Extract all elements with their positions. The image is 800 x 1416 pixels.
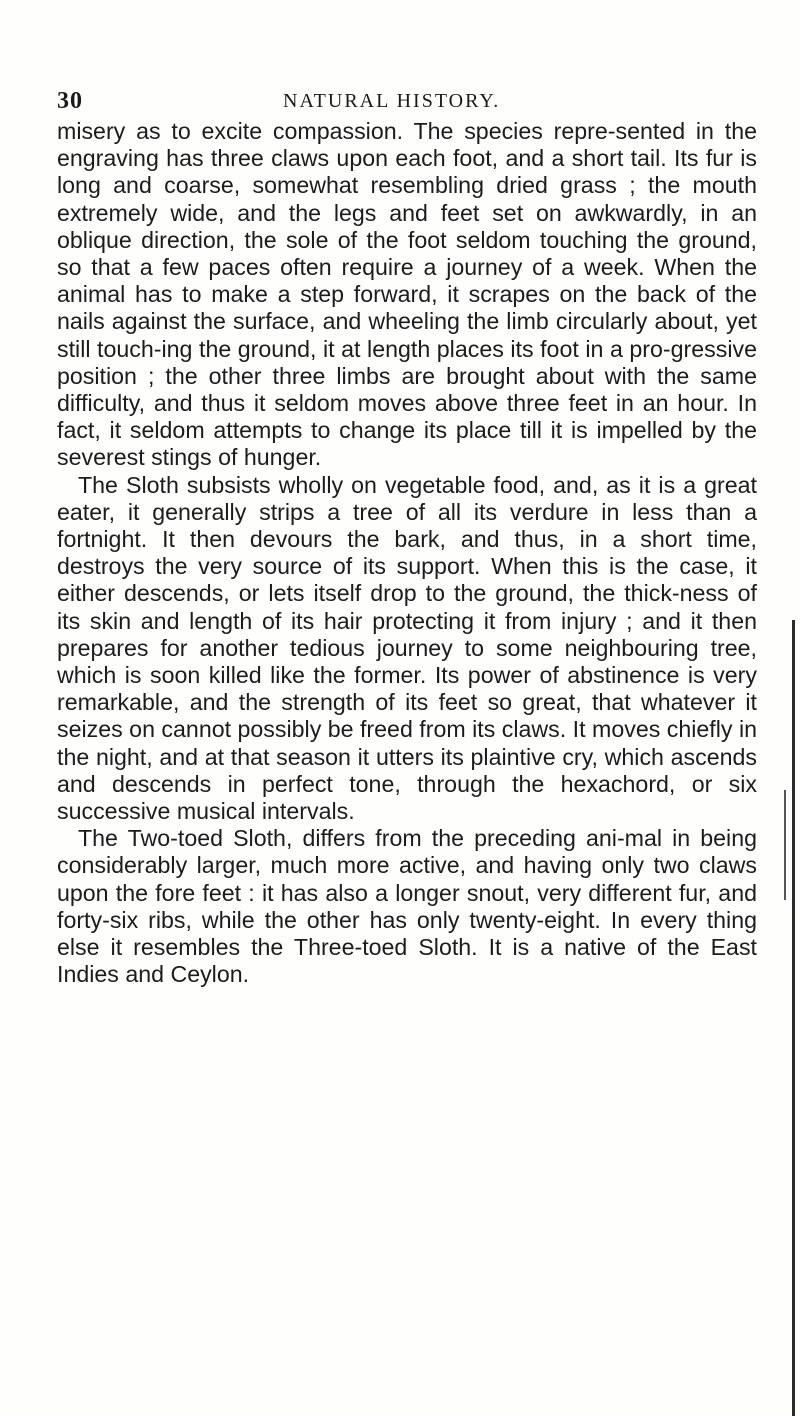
- running-head: [57, 88, 757, 118]
- page-edge-mark: [784, 790, 786, 900]
- paragraph-two-toed-sloth: The Two-toed Sloth, differs from the preceding ani-mal in being considerably larger, much more active, and having only two claws upon the fore feet : it has also a longer snout, very different fur, and forty-six ribs, while the other has only twenty-eight. In every thing else it resembles the Three-toed Sloth. It is a native of the East Indies and Ceylon.: [57, 825, 757, 988]
- page-number: 30: [57, 88, 83, 114]
- running-title: NATURAL HISTORY.: [283, 90, 501, 112]
- page-edge-shadow: [792, 620, 795, 1416]
- paragraph-continuation: misery as to excite compassion. The species repre-sented in the engraving has three claws upon each foot, and a short tail. Its fur is long and coarse, somewhat resembling dried grass ; the mouth extremely wide, and the legs and feet set on awkwardly, in an oblique direction, the sole of the foot seldom touching the ground, so that a few paces often require a journey of a week. When the animal has to make a step forward, it scrapes on the back of the nails against the surface, and wheeling the limb circularly about, yet still touch-ing the ground, it at length places its foot in a pro-gressive position ; the other three limbs are brought about with the same difficulty, and thus it seldom moves above three feet in an hour. In fact, it seldom attempts to change its place till it is impelled by the severest stings of hunger.: [57, 118, 757, 471]
- paragraph-sloth-diet: The Sloth subsists wholly on vegetable food, and, as it is a great eater, it generally strips a tree of all its verdure in less than a fortnight. It then devours the bark, and thus, in a short time, destroys the very source of its support. When this is the case, it either descends, or lets itself drop to the ground, the thick-ness of its skin and length of its hair protecting it from injury ; and it then prepares for another tedious journey to some neighbouring tree, which is soon killed like the former. Its power of abstinence is very remarkable, and the strength of its feet so great, that whatever it seizes on cannot possibly be freed from its claws. It moves chiefly in the night, and at that season it utters its plaintive cry, which ascends and descends in perfect tone, through the hexachord, or six successive musical intervals.: [57, 471, 757, 825]
- body-text: [57, 118, 757, 989]
